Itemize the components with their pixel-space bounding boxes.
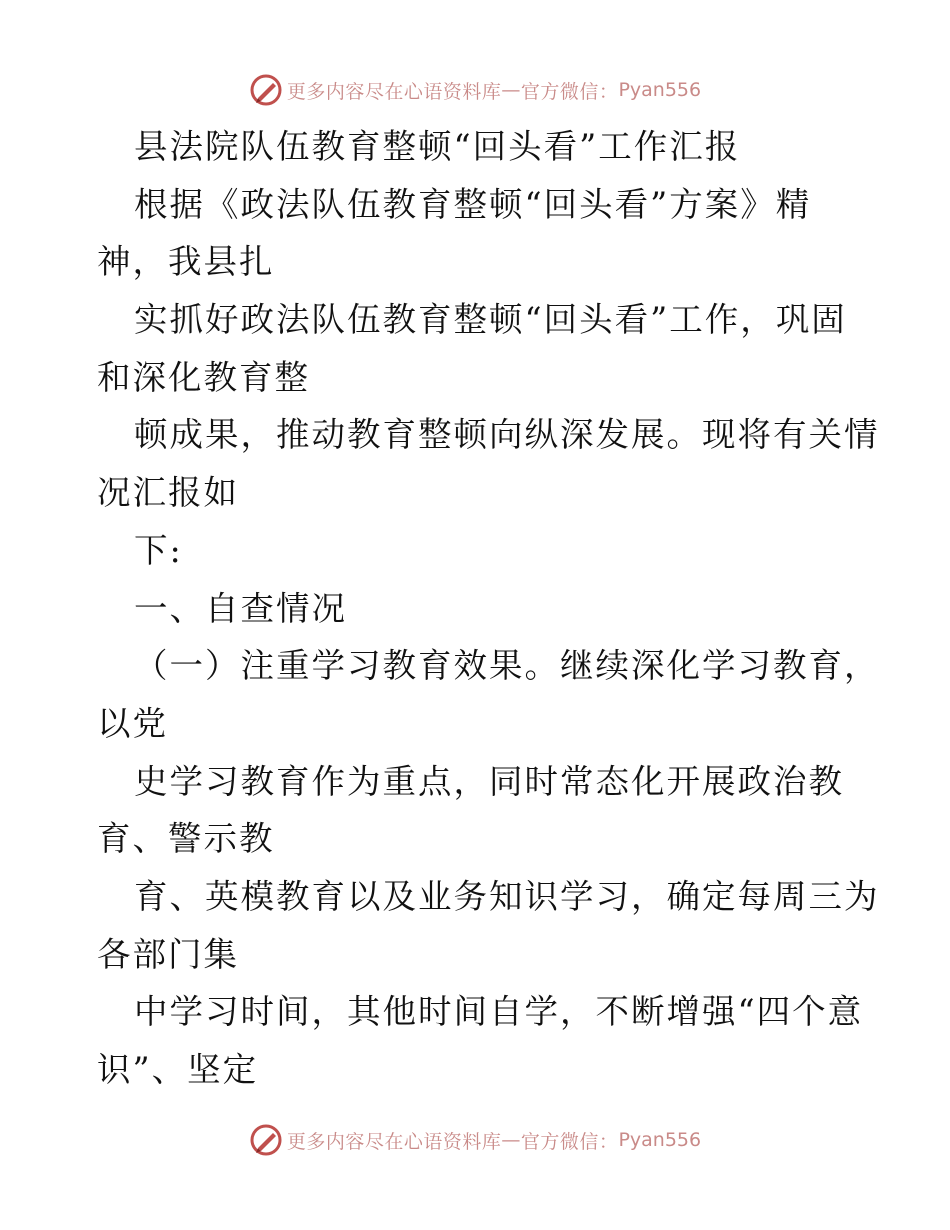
text-line: 中学习时间，其他时间自学，不断增强“四个意 — [134, 992, 864, 1032]
document-title: 县法院队伍教育整顿“回头看”工作汇报 — [134, 127, 741, 166]
watermark-header — [0, 70, 950, 110]
watermark-footer — [0, 1120, 950, 1160]
text-line: 育、警示教 — [97, 819, 275, 859]
section-heading: 一、自查情况 — [134, 588, 347, 628]
watermark-site-text: 更多内容尽在心语资料库 — [286, 1130, 502, 1153]
subsection-heading: （一）注重学习教育效果。继续深化学习教育， — [134, 646, 880, 686]
text-line: 识”、坚定 — [97, 1050, 259, 1089]
watermark-dash: — — [501, 1129, 521, 1151]
text-line: 况汇报如 — [97, 473, 239, 513]
text-line: 以党 — [97, 703, 168, 743]
text-line: 神，我县扎 — [97, 242, 275, 282]
text-line: 根据《政法队伍教育整顿“回头看”方案》精 — [134, 184, 812, 224]
text-line: 各部门集 — [97, 934, 239, 974]
watermark-wechat-id: Pyan556 — [618, 79, 702, 101]
text-line: 和深化教育整 — [97, 357, 310, 397]
watermark-wechat-id: Pyan556 — [618, 1129, 702, 1151]
text-line: 顿成果，推动教育整顿向纵深发展。现将有关情 — [134, 415, 880, 455]
pen-logo-icon — [249, 73, 283, 107]
watermark-official-text: 官方微信： — [520, 1130, 619, 1153]
text-line: 下: — [134, 530, 183, 570]
watermark-official-text: 官方微信： — [520, 80, 619, 103]
pen-logo-icon — [249, 1123, 283, 1157]
text-line: 史学习教育作为重点，同时常态化开展政治教 — [134, 761, 844, 801]
watermark-dash: — — [501, 79, 521, 101]
text-line: 育、英模教育以及业务知识学习，确定每周三为 — [134, 876, 880, 916]
text-line: 实抓好政法队伍教育整顿“回头看”工作，巩固 — [134, 300, 847, 340]
document-body — [97, 118, 880, 1099]
watermark-site-text: 更多内容尽在心语资料库 — [286, 80, 502, 103]
